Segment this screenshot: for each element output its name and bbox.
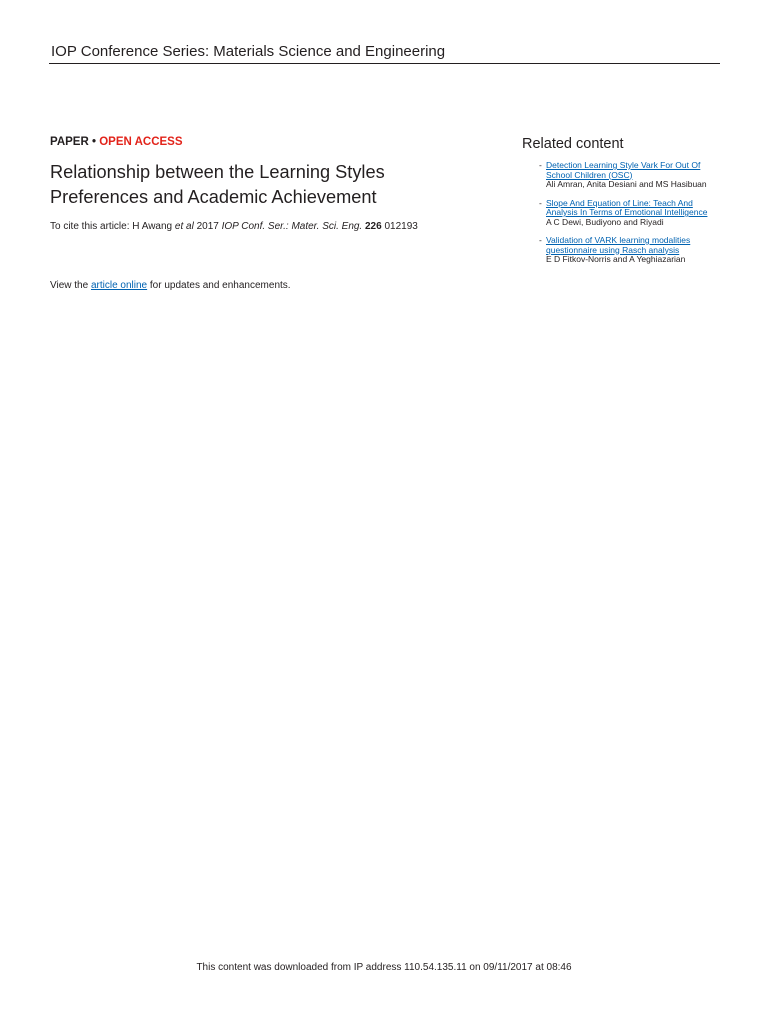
article-main [50, 134, 490, 293]
citation-article-number: 012193 [384, 221, 418, 232]
related-content-heading: Related content [522, 136, 624, 152]
journal-title: IOP Conference Series: Materials Science and Engineering [51, 43, 446, 60]
view-online-after: for updates and enhancements. [149, 280, 291, 291]
citation-volume: 226 [365, 221, 382, 232]
related-item-authors: A C Dewi, Budiyono and Riyadi [546, 216, 664, 227]
related-item-authors: Ali Amran, Anita Desiani and MS Hasibuan [546, 179, 707, 189]
related-item [522, 161, 732, 190]
tag-separator: • [91, 136, 97, 148]
related-item-authors: E D Fitkov-Norris and A Yeghiazarian [546, 254, 686, 264]
list-dash: - [539, 235, 542, 245]
citation-journal: IOP Conf. Ser.: Mater. Sci. Eng. [221, 221, 363, 232]
journal-header [49, 42, 720, 64]
related-content-list [522, 161, 732, 265]
list-dash: - [539, 160, 542, 170]
citation-line [50, 220, 490, 234]
list-dash: - [539, 197, 542, 208]
related-item [522, 236, 732, 265]
view-online-before: View the [50, 280, 89, 291]
download-footer: This content was downloaded from IP address 110.54.135.11 on 09/11/2017 at 08:46 [196, 962, 572, 973]
citation-prefix: To cite this article: H Awang [50, 221, 173, 232]
related-item-link[interactable]: Slope And Equation of Line: Teach And Analysis In Terms of Emotional Intelligence [546, 197, 708, 217]
related-item-link[interactable]: Detection Learning Style Vark For Out Of School Children (OSC) [546, 160, 701, 180]
citation-et-al: et al [174, 221, 194, 232]
view-online-line [50, 279, 490, 293]
related-item [522, 199, 732, 228]
article-online-link[interactable]: article online [90, 280, 148, 291]
open-access-badge: OPEN ACCESS [99, 136, 183, 148]
paper-type-label: PAPER [50, 136, 89, 148]
citation-year: 2017 [196, 221, 219, 232]
paper-tag [50, 134, 490, 150]
article-title: Relationship between the Learning Styles Preferences and Academic Achievement [50, 162, 385, 207]
related-content-panel [522, 135, 732, 274]
related-item-link[interactable]: Validation of VARK learning modalities questionnaire using Rasch analysis [546, 235, 691, 255]
